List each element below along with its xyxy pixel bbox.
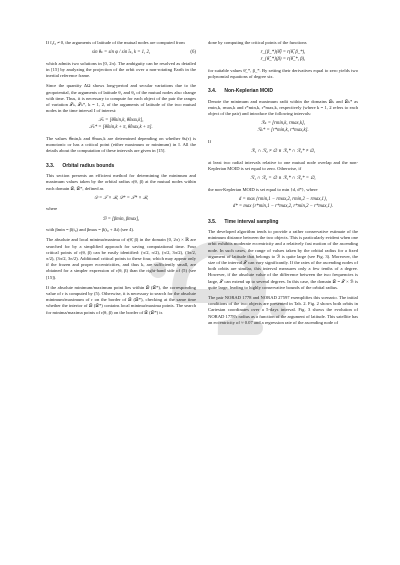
section-number: 3.3. [46,162,55,169]
paragraph: Since the quantity ΔΩ shows long-period and secular variations due to the geopotential, the arguments of latitude θ₁ and θ₂ of the mutual nodes also change with time. Thus, it is necessary to compute for each object of the pair the ranges of variation 𝒯ₖ, 𝒯ₖ*, k = 1, 2, of the arguments of latitude of the two mutual nodes in the time interval I of interest: [46,83,196,114]
equation-number: (6) [190,50,196,56]
section-title: Orbital radius bounds [62,162,115,169]
equation-b-interval [46,217,196,224]
paragraph: at least two radial intervals relative to one mutual node overlap and the non-Keplerian MOID is set equal to zero. Otherwise, if [208,159,358,171]
section-title: Non-Keplerian MOID [224,88,273,95]
equation-line: d = max {rmin,1 − rmax,2, rmin,2 − rmax,1}, [238,196,328,202]
section-number: 3.5. [208,218,217,225]
left-column [46,40,196,320]
equation-line: 𝒯ₖ* = [θ̂min,k + π, θ̂max,k + π]. [89,125,153,131]
section-heading-3-4 [208,88,358,95]
equation-body: sin θₖ = sin φ / sin ĩₖ, k = 1, 2, [91,50,151,56]
paragraph: The developed algorithm tends to provide a rather conservative estimate of the minimum distance between the two objects. This is particularly evident when one orbit exhibits moderate eccentricity and a relatively fast motion of the ascending node. In such cases, the range of values taken by the orbital radius for a fixed argument of latitude that belongs to ℬ is quite large (see Fig. 3). Moreover, the size of the interval 𝒯 can vary significantly. If the rates of the ascending nodes of both orbits are similar, this interval measures only a few tenths of a degree. However, if the absolute value of the difference between the two frequencies is large, 𝒯 can extend up to several degrees. In this case, the domain 𝒟 = 𝒯 × ℬ is quite large, leading to highly conservative bounds of the orbital radius. [208,229,358,290]
equation-line: 𝒯ₖ = [θ̂min,k, θ̂max,k], [98,118,144,124]
equation-functions [208,50,358,64]
paragraph: where [46,206,58,212]
paragraph: done by computing the critical points of the functions [208,40,307,45]
section-heading-3-5 [208,219,358,226]
paragraph: This section presents an efficient method for determining the minimum and maximum values taken by the orbital radius r(θ, β) at the mutual nodes within each domain 𝒟, 𝒟*, defined as [46,173,196,191]
equation-radial-intervals [208,121,358,135]
equation-domains [46,196,196,203]
section-number: 3.4. [208,88,217,95]
equation-overlap-condition [208,149,358,156]
paragraph: which admits two solutions in [0, 2π). The ambiguity can be resolved as detailed in [15] by analyzing the projection of the orbit over a non-rotating Earth in the inertial reference frame. [46,60,196,79]
section-title: Time interval sampling [224,218,279,225]
paragraph: If the absolute minimum/maximum point lies within 𝒟 (𝒟*), the corresponding value of r is computed by (5). Otherwise, it is necessary to search for the absolute minimum/maximum of r on the border of 𝒟 (𝒟*), checking at the same time whether the interior of 𝒟 (𝒟*) contains local minima/maxima points. The search for minima/maxima points of r(θ, β) on the border of 𝒟 (𝒟*) is [46,284,196,315]
equation-body: ℬ = [βmin, βmax], [102,216,140,222]
paragraph: The values θ̂min,k and θ̂max,k are determined depending on whether θₖ(τ) is monotonic or has a critical point (either maximum or minimum) in I. All the details about the computation of these intervals are given in [15]. [46,136,196,154]
paragraph: The pair NORAD 1778 and NORAD 27597 exemplifies this scenario. The initial conditions of the two objects are presented in Tab. 2. Fig. 2 shows both orbits in Cartesian coordinates over a 5-days interval. Fig. 3 shows the evolution of NORAD 1778's radius as a function of the argument of latitude. This satellite has an eccentricity of ≈ 0.07 and a regression rate of the ascending node of [208,295,358,325]
paragraph: If ĩ₁ĩ₂ ≠ 0, the arguments of latitude of the mutual nodes are computed from [46,40,185,45]
equation-line: ℛₖ* = [r*min,k, r*max,k]. [257,128,309,134]
equation-intervals-t [46,118,196,132]
paragraph: The absolute and local minima/maxima of r(θ̃, β) in the domain [0, 2π) × ℝ are searched for by a simplified approach for saving computational time. Four critical points of r(θ, β) can be easily identified: (π/2, π/2), (π/2, 3π/2), (3π/2, π/2), (3π/2, 3π/2). Additional critical points to these four, which may appear only if the frozen and proper eccentricities, and thus k, are sufficiently small, are obtained for a simpler expression of r(θ, β) than the right-hand side of (5) (see [15]). [46,237,196,280]
equation-line: ℛₖ = [rmin,k, rmax,k], [260,121,306,127]
right-column [208,40,358,330]
equation-body: ℛ₁ ∩ ℛ₂ = ∅ ∧ ℛ₁* ∩ ℛ₂* = ∅, [250,176,316,182]
equation-body: ℛ₁ ∩ ℛ₂ ≠ ∅ ∨ ℛ₁* ∩ ℛ₂* ≠ ∅, [250,149,316,155]
paragraph: with βmin = β(t₀) and βmax = β(t₀ + Δt) (see 4). [46,227,135,233]
equation-line: r_{β_*}(θ̃) = r(θ̃, β_*), [260,50,306,56]
equation-line: r_{θ̃_*}(β) = r(θ̃_*, β), [260,57,306,62]
paragraph: the non-Keplerian MOID is set equal to min {d, d*}, where [208,186,318,192]
equation-disjoint-condition [208,176,358,183]
equation-distances [208,197,358,211]
equation-6 [46,50,196,57]
equation-body: 𝒟 = 𝒯 × ℬ, 𝒟* = 𝒯* × ℬ, [94,195,148,201]
paragraph: If [208,138,212,144]
paragraph: Denote the minimum and maximum radii within the domains 𝒟ₖ and 𝒟ₖ* as rmin,k, rmax,k and r*min,k, r*max,k, respectively (where k = 1, 2 refers to each object of the pair) and introduce the following intervals: [208,98,358,117]
section-heading-3-3 [46,163,196,170]
equation-line: d* = max {r*min,1 − r*max,2, r*min,2 − r*max,1}. [232,203,334,209]
paragraph: for suitable values θ̃_*, β_*. By setting their derivatives equal to zero yields two polynomial equations of degree six. [208,67,358,79]
